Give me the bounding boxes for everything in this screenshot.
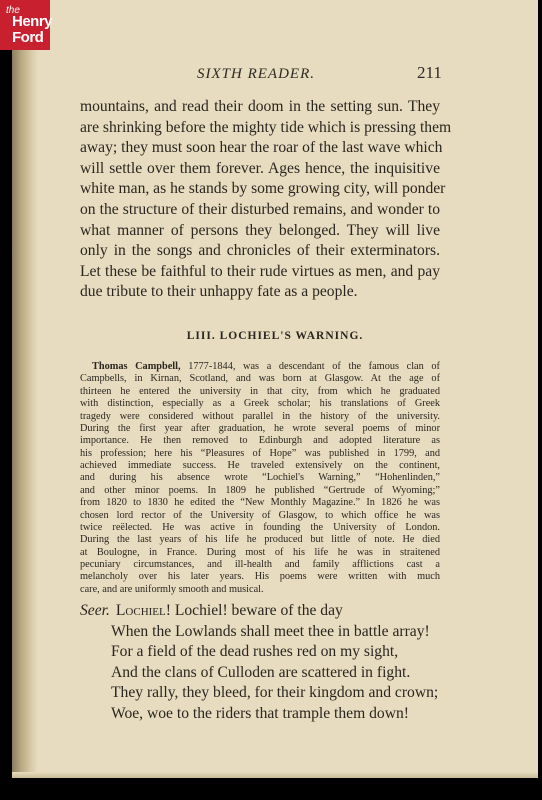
- bio-line: care, and are uniformly smooth and musical.: [80, 583, 264, 595]
- bio-line: Campbells, in Kirnan, Scotland, and was born at Glasgow. At the age of: [80, 373, 440, 385]
- bio-line: and during his absence wrote “Lochiel's Warning,” “Hohenlinden,”: [80, 472, 440, 484]
- author-biography: [80, 361, 440, 596]
- running-head: SIXTH READER.: [197, 66, 315, 82]
- author-name: Thomas Campbell,: [92, 361, 181, 372]
- bio-line: tragedy were considered without parallel in the history of the university.: [80, 410, 440, 422]
- body-line: mountains, and read their doom in the setting sun. They: [80, 98, 440, 115]
- bio-line: thirteen he entered the university in that city, from which he graduated: [80, 385, 440, 397]
- poem-line: And the clans of Culloden are scattered in fight.: [111, 663, 411, 681]
- henry-ford-logo: [0, 0, 53, 50]
- body-line: what manner of persons they belonged. They will live: [80, 221, 440, 239]
- bio-line: twice reëlected. He was active in founding the University of London.: [80, 521, 440, 533]
- bio-line: with distinction, especially as a Greek scholar; his translations of Greek: [80, 398, 440, 410]
- bio-line-rest: 1777-1844, was a descendant of the famous clan of: [180, 361, 440, 372]
- poem-line: For a field of the dead rushes red on my sight,: [111, 643, 399, 661]
- poem-line: They rally, they bleed, for their kingdom and crown;: [111, 684, 439, 702]
- bio-line: and other minor poems. In 1809 he published “Gertrude of Wyoming;”: [80, 484, 440, 496]
- bio-line: pecuniary circumstances, and ill-health and family afflictions cast a: [80, 559, 440, 570]
- bio-line: During the first year after graduation, he wrote several poems of minor: [80, 422, 440, 434]
- speaker-label: Seer.: [80, 602, 110, 619]
- bio-line: his profession; here his “Pleasures of Hope” was published in 1799, and: [80, 447, 440, 459]
- book-page: [12, 0, 538, 778]
- bio-line: melancholy over his later years. His poems were written with much: [80, 571, 440, 583]
- bio-line: chosen lord rector of the University of Glasgow, to which office he was: [80, 509, 440, 521]
- poem-line: When the Lowlands shall meet thee in battle array!: [111, 622, 430, 640]
- body-line: away; they must soon hear the roar of the last wave which: [80, 139, 443, 157]
- bio-line: During the last years of his life he produced but little of note. He died: [80, 534, 440, 546]
- poem-line-rest: ! Lochiel! beware of the day: [165, 602, 343, 619]
- bio-line: importance. He then removed to Edinburgh and adopted literature as: [80, 435, 440, 447]
- bio-line: at Boulogne, in France. During most of his life he was in straitened: [80, 546, 440, 558]
- bio-line: [80, 361, 440, 373]
- page-bottom-edge: [12, 772, 538, 778]
- poem-name: Lochiel: [115, 602, 166, 619]
- body-line: Let these be faithful to their rude virtues as men, and pay: [80, 262, 440, 280]
- section-title: LIII. LOCHIEL'S WARNING.: [186, 330, 364, 342]
- body-line: will settle over them forever. Ages hence, the inquisitive: [80, 159, 440, 177]
- body-line: on the structure of their disturbed remains, and wonder to: [80, 200, 440, 218]
- logo-text: the: [6, 5, 20, 16]
- logo-text: Ford: [12, 29, 44, 46]
- poem-line: Woe, woe to the riders that trample them down!: [111, 704, 409, 722]
- bio-line: from 1820 to 1830 he edited the “New Monthly Magazine.” In 1826 he was: [80, 497, 440, 509]
- bio-line: achieved immediate success. He traveled extensively on the continent,: [80, 460, 440, 471]
- body-line: white man, as he stands by some growing city, will ponder: [80, 180, 446, 198]
- page-gutter-shadow: [12, 0, 38, 778]
- logo-text: Henry: [12, 13, 53, 30]
- body-paragraph: [80, 97, 452, 303]
- body-line: due tribute to their unhappy fate as a people.: [80, 283, 358, 301]
- body-line: only in the songs and chronicles of their exterminators.: [80, 242, 440, 260]
- poem-line: [80, 601, 452, 622]
- page-number: 211: [417, 63, 442, 82]
- body-line: are shrinking before the mighty tide which is pressing them: [80, 118, 452, 136]
- poem: [80, 601, 452, 725]
